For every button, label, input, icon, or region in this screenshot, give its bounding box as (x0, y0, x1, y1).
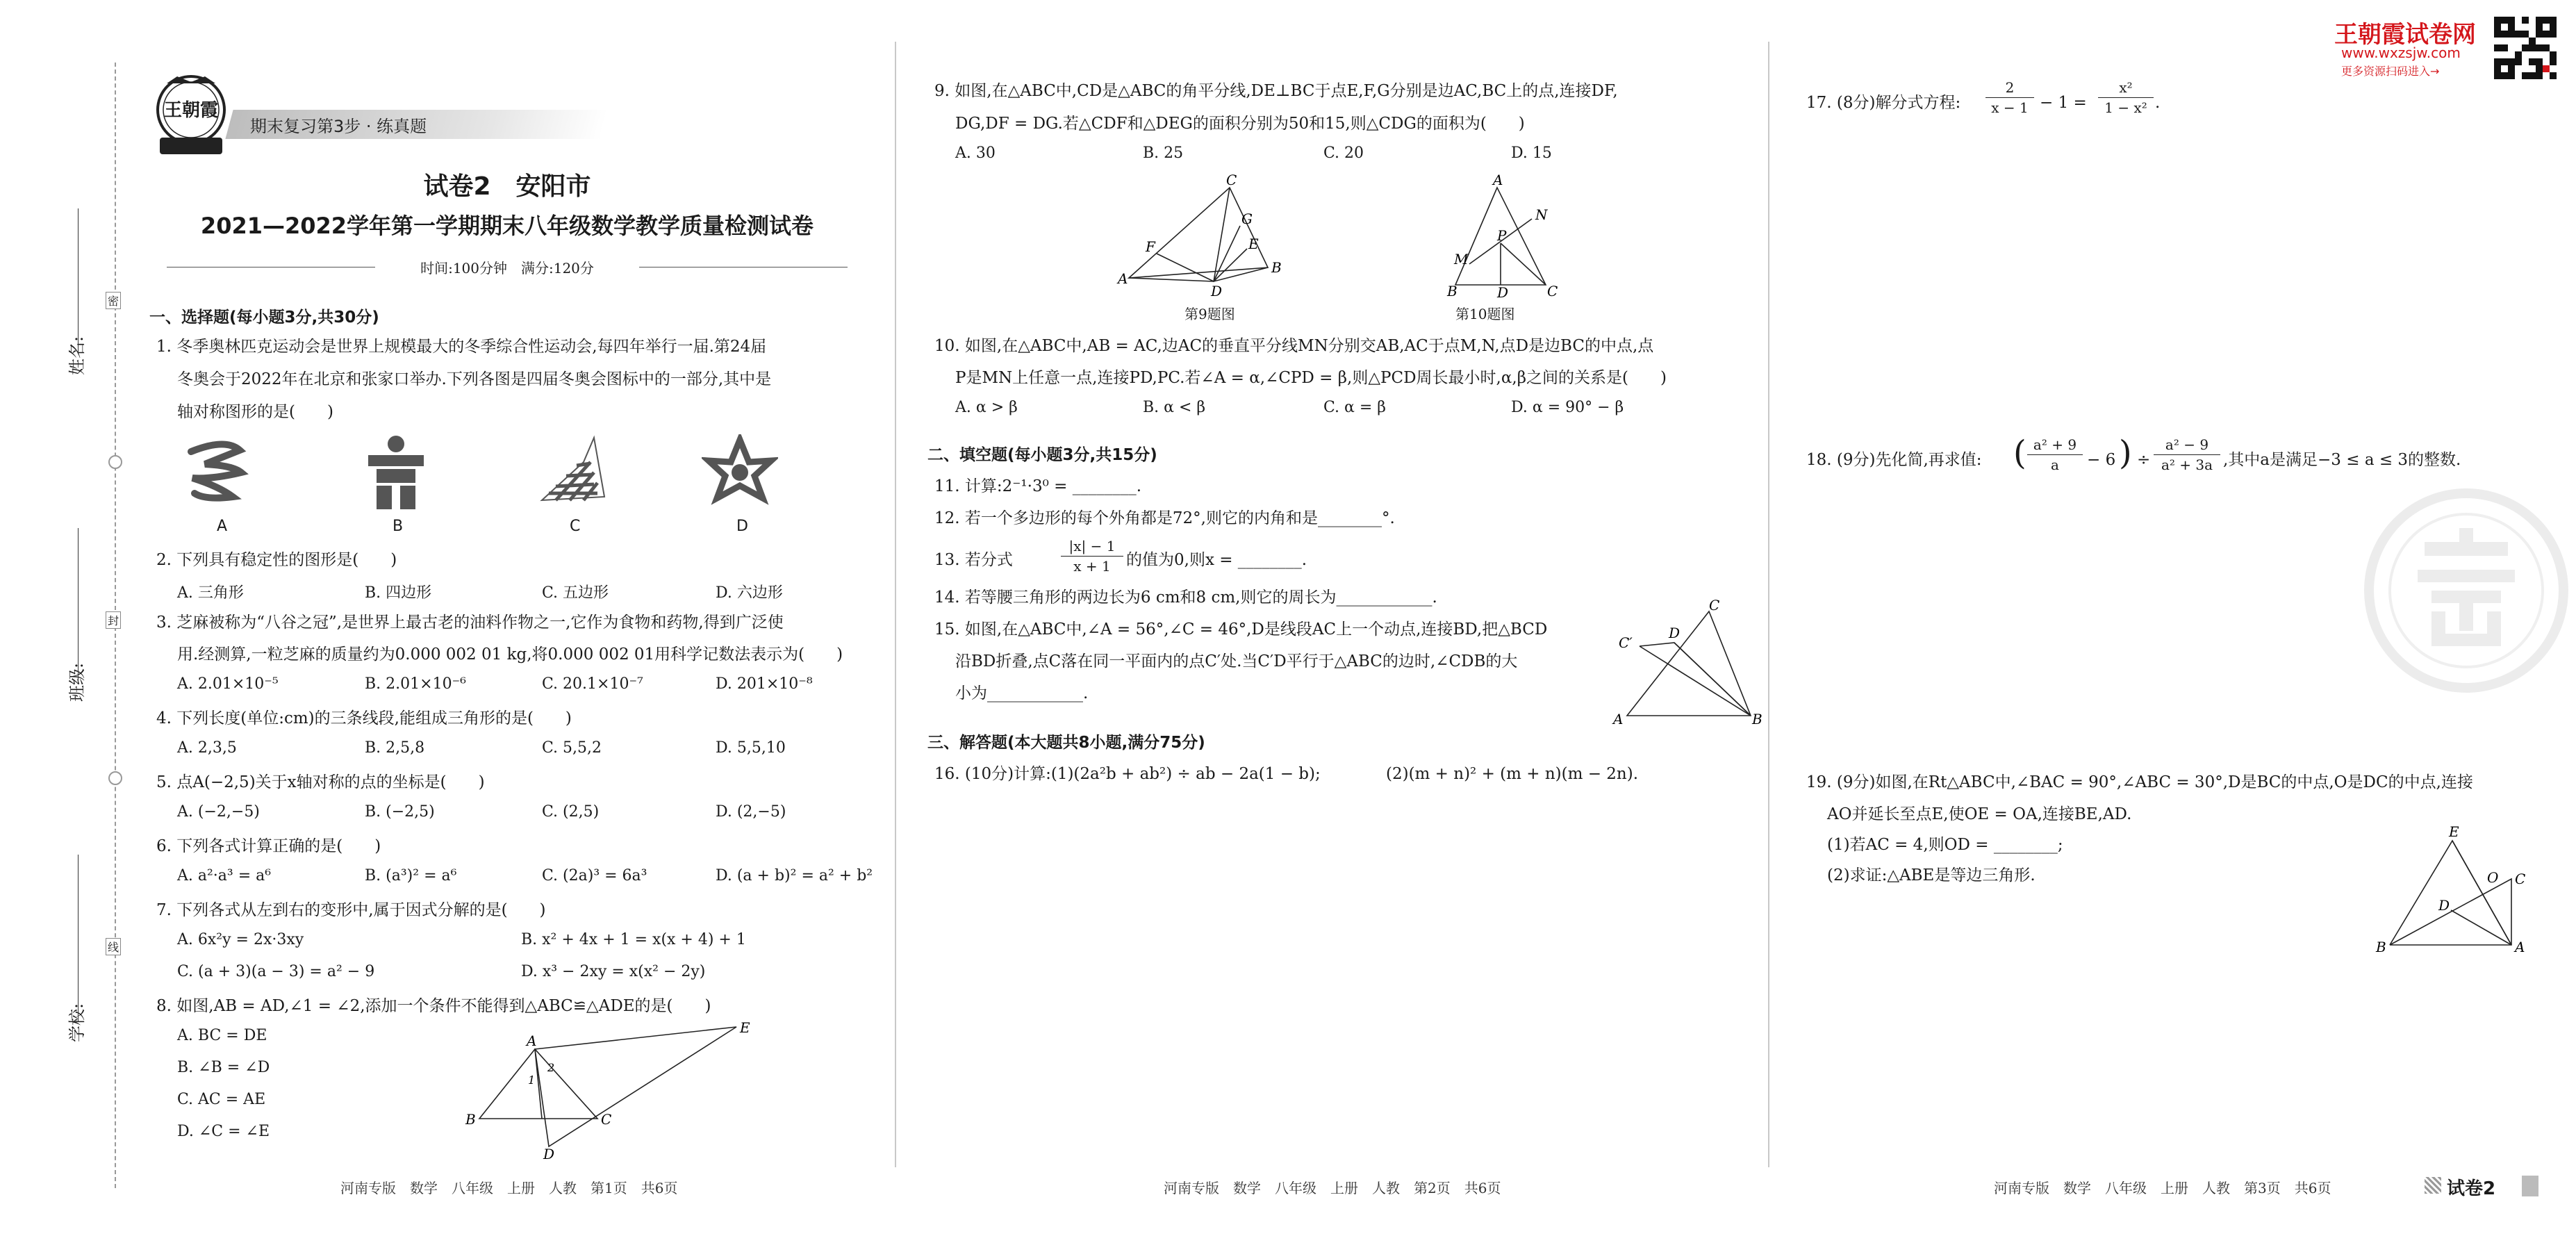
q1-option-b-emblem[interactable] (361, 434, 431, 511)
q18-suffix: ,其中a是满足−3 ≤ a ≤ 3的整数. (2223, 451, 2461, 469)
svg-text:D: D (543, 1146, 555, 1160)
q19-line: (1)若AC = 4,则OD = ________; (1827, 836, 2063, 854)
svg-text:2: 2 (547, 1061, 555, 1074)
q13-numerator: |x| − 1 (1061, 536, 1123, 557)
q1-line: 冬奥会于2022年在北京和张家口举办.下列各图是四届冬奥会图标中的一部分,其中是 (177, 370, 772, 388)
binding-hole-icon (108, 455, 122, 469)
q13-suffix: 的值为0,则x = ________. (1126, 551, 1307, 569)
q16-part1: 16. (10分)计算:(1)(2a²b + ab²) ÷ ab − 2a(1 − b); (934, 765, 1321, 783)
q18-paren-open: ( (2013, 434, 2026, 472)
q17-period: . (2155, 94, 2161, 112)
q18-minus: − 6 (2087, 451, 2116, 469)
q2-option-c[interactable]: C. 五边形 (542, 584, 609, 602)
q18-paren-close: ) (2119, 434, 2132, 472)
svg-text:E: E (2449, 823, 2459, 840)
q8-option-b[interactable]: B. ∠B = ∠D (177, 1059, 270, 1076)
q7-option-a[interactable]: A. 6x²y = 2x·3xy (177, 931, 304, 948)
q2-stem: 2. 下列具有稳定性的图形是( ) (156, 551, 397, 569)
q1-label-a: A (217, 518, 228, 535)
q3-option-c[interactable]: C. 20.1×10⁻⁷ (542, 675, 643, 693)
q18-a-numerator: a² + 9 (2027, 435, 2083, 455)
q15-line: 小为____________. (955, 684, 1089, 702)
q5-option-c[interactable]: C. (2,5) (542, 803, 600, 821)
svg-text:C: C (601, 1111, 612, 1128)
q18-prefix: 18. (9分)先化简,再求值: (1806, 451, 1982, 469)
binding-strip (0, 0, 122, 1243)
q14: 14. 若等腰三角形的两边长为6 cm和8 cm,则它的周长为____________. (934, 588, 1437, 607)
svg-text:D: D (1669, 625, 1681, 641)
q7-stem: 7. 下列各式从左到右的变形中,属于因式分解的是( ) (156, 901, 546, 919)
q2-option-d[interactable]: D. 六边形 (716, 584, 783, 602)
figure-19 (2369, 820, 2536, 959)
figure-9 (1115, 174, 1323, 299)
section-solve-heading: 三、解答题(本大题共8小题,满分75分) (927, 734, 1205, 752)
q8-option-d[interactable]: D. ∠C = ∠E (177, 1123, 270, 1140)
q10-option-a[interactable]: A. α > β (955, 399, 1018, 416)
q13-prefix: 13. 若分式 (934, 551, 1013, 569)
q18-b-denominator: a² + 3a (2161, 456, 2213, 473)
seal-mark-3: 线 (106, 938, 121, 955)
q2-option-b[interactable]: B. 四边形 (365, 584, 432, 602)
q19-line: AO并延长至点E,使OE = OA,连接BE,AD. (1827, 805, 2132, 823)
q1-option-a-emblem[interactable] (177, 438, 254, 507)
stage-banner-text: 期末复习第3步 · 练真题 (250, 117, 427, 136)
q1-label-b: B (393, 518, 404, 535)
q5-option-a[interactable]: A. (−2,−5) (177, 803, 260, 821)
q9-line: DG,DF = DG.若△CDF和△DEG的面积分别为50和15,则△CDG的面积为( ) (955, 115, 1525, 133)
test-tag-bar (2522, 1176, 2538, 1196)
emblem-swirl-icon (191, 444, 241, 497)
q19-line: (2)求证:△ABE是等边三角形. (1827, 866, 2036, 884)
q10-line: 10. 如图,在△ABC中,AB = AC,边AC的垂直平分线MN分别交AB,AC于点M,N,点D是边BC的中点,点 (934, 337, 1654, 355)
q18-divide: ÷ (2137, 451, 2151, 469)
q7-option-c[interactable]: C. (a + 3)(a − 3) = a² − 9 (177, 963, 375, 980)
svg-text:E: E (740, 1021, 750, 1036)
svg-text:D: D (1497, 284, 1509, 299)
q19-line: 19. (9分)如图,在Rt△ABC中,∠BAC = 90°,∠ABC = 30°,D是BC的中点,O是DC的中点,连接 (1806, 773, 2473, 791)
q5-option-b[interactable]: B. (−2,5) (365, 803, 435, 821)
svg-text:O: O (2487, 869, 2499, 886)
q9-option-d[interactable]: D. 15 (1511, 145, 1552, 162)
school-field-line[interactable] (78, 855, 79, 1021)
q8-option-c[interactable]: C. AC = AE (177, 1091, 266, 1108)
q17-prefix: 17. (8分)解分式方程: (1806, 94, 1961, 112)
svg-text:A: A (527, 1032, 537, 1049)
seal-mark-2: 封 (106, 611, 121, 629)
q6-option-a[interactable]: A. a²·a³ = a⁶ (177, 867, 272, 884)
svg-text:F: F (1146, 238, 1155, 255)
section-fill-heading: 二、填空题(每小题3分,共15分) (927, 446, 1157, 464)
q10-option-d[interactable]: D. α = 90° − β (1511, 399, 1624, 416)
svg-text:B: B (465, 1111, 476, 1128)
q13-denominator: x + 1 (1073, 558, 1111, 575)
q3-option-a[interactable]: A. 2.01×10⁻⁵ (177, 675, 279, 693)
q7-option-d[interactable]: D. x³ − 2xy = x(x² − 2y) (521, 963, 706, 980)
q9-option-a[interactable]: A. 30 (955, 145, 996, 162)
page-2 (927, 0, 1761, 1243)
q17-denominator-2: 1 − x² (2104, 99, 2147, 116)
column-divider (1768, 42, 1769, 1167)
q1-label-d: D (736, 518, 748, 535)
q9-option-b[interactable]: B. 25 (1143, 145, 1184, 162)
q18-fraction-b (2154, 435, 2220, 475)
svg-text:B: B (1752, 711, 1762, 727)
test-tag: 试卷2 (2447, 1178, 2496, 1199)
corner-pattern-icon (2425, 1177, 2441, 1194)
q10-line: P是MN上任意一点,连接PD,PC.若∠A = α,∠CPD = β,则△PCD周长最小时,α,β之间的关系是( ) (955, 369, 1667, 387)
q10-option-c[interactable]: C. α = β (1323, 399, 1387, 416)
secret-seal-watermark (2362, 486, 2570, 695)
svg-text:B: B (1271, 259, 1282, 276)
q6-option-d[interactable]: D. (a + b)² = a² + b² (716, 867, 873, 884)
section-choice-heading: 一、选择题(每小题3分,共30分) (149, 308, 379, 327)
q11: 11. 计算:2⁻¹·3⁰ = ________. (934, 477, 1142, 495)
q17-fraction-2 (2098, 78, 2154, 117)
svg-text:C: C (1226, 174, 1237, 188)
q17-numerator-1: 2 (1985, 78, 2034, 98)
q4-option-b[interactable]: B. 2,5,8 (365, 739, 425, 757)
q6-option-c[interactable]: C. (2a)³ = 6a³ (542, 867, 647, 884)
q17-denominator-1: x − 1 (1991, 99, 2029, 116)
q6-stem: 6. 下列各式计算正确的是( ) (156, 837, 381, 855)
q7-option-b[interactable]: B. x² + 4x + 1 = x(x + 4) + 1 (521, 931, 746, 948)
svg-text:C′: C′ (1619, 634, 1633, 651)
column-divider (895, 42, 896, 1167)
q4-option-c[interactable]: C. 5,5,2 (542, 739, 602, 757)
q18-fraction-a (2027, 435, 2083, 475)
school-field-label: 学校: (67, 1003, 87, 1042)
q5-stem: 5. 点A(−2,5)关于x轴对称的点的坐标是( ) (156, 773, 485, 791)
qr-code-icon[interactable] (2494, 17, 2557, 79)
q4-option-d[interactable]: D. 5,5,10 (716, 739, 786, 757)
svg-text:A: A (1118, 270, 1128, 287)
svg-text:D: D (1211, 283, 1223, 299)
name-field-label: 姓名: (67, 336, 87, 375)
q3-line: 用.经测算,一粒芝麻的质量约为0.000 002 01 kg,将0.000 002 01用科学记数法表示为( ) (177, 645, 843, 664)
q17-numerator-2: x² (2098, 78, 2154, 98)
svg-text:D: D (2438, 897, 2450, 914)
page-2-footer: 河南专版 数学 八年级 上册 人教 第2页 共6页 (1164, 1180, 1501, 1196)
page-1 (125, 0, 889, 1243)
q2-option-a[interactable]: A. 三角形 (177, 584, 244, 602)
q1-label-c: C (570, 518, 581, 535)
q4-option-a[interactable]: A. 2,3,5 (177, 739, 237, 757)
q17-middle: − 1 = (2040, 94, 2087, 112)
q5-option-d[interactable]: D. (2,−5) (716, 803, 786, 821)
q12: 12. 若一个多边形的每个外角都是72°,则它的内角和是________°. (934, 509, 1395, 527)
class-field-line[interactable] (78, 528, 79, 681)
svg-text:E: E (1248, 236, 1259, 252)
q3-option-d[interactable]: D. 201×10⁻⁸ (716, 675, 813, 693)
q8-stem: 8. 如图,AB = AD,∠1 = ∠2,添加一个条件不能得到△ABC≌△ADE的是( ) (156, 997, 711, 1015)
svg-text:N: N (1535, 206, 1548, 223)
svg-text:B: B (1447, 283, 1458, 299)
svg-text:G: G (1241, 211, 1253, 227)
svg-text:A: A (1613, 711, 1624, 727)
page-3-footer: 河南专版 数学 八年级 上册 人教 第3页 共6页 (1994, 1180, 2331, 1196)
q8-figure (459, 1021, 778, 1160)
q1-option-d-emblem[interactable] (702, 434, 778, 511)
seal-mark-1: 密 (106, 292, 121, 309)
svg-text:B: B (2376, 939, 2386, 955)
page-3 (1799, 0, 2576, 1243)
q13-fraction (1061, 536, 1123, 576)
q3-option-b[interactable]: B. 2.01×10⁻⁶ (365, 675, 466, 693)
svg-text:A: A (1493, 174, 1503, 188)
q15-line: 15. 如图,在△ABC中,∠A = 56°,∠C = 46°,D是线段AC上一个动点,连接BD,把△BCD (934, 620, 1548, 639)
figure-9-caption: 第9题图 (1184, 306, 1235, 322)
svg-text:1: 1 (528, 1073, 536, 1087)
figure-10-caption: 第10题图 (1455, 306, 1515, 322)
binding-hole-icon (108, 771, 122, 785)
brand-logo (153, 69, 229, 167)
q3-line: 3. 芝麻被称为“八谷之冠”,是世界上最古老的油料作物之一,它作为食物和药物,得到广泛使 (156, 614, 784, 632)
page-title: 2021—2022学年第一学期期末八年级数学教学质量检测试卷 (200, 213, 814, 239)
watermark-url: www.wxzsjw.com (2341, 44, 2461, 61)
time-info: 时间:100分钟 满分:120分 (420, 260, 594, 277)
svg-text:P: P (1497, 227, 1507, 244)
watermark-brand: 王朝霞试卷网 (2334, 21, 2476, 49)
svg-text:C: C (1709, 598, 1720, 614)
figure-10 (1428, 174, 1567, 299)
q18-a-denominator: a (2051, 456, 2059, 473)
svg-text:C: C (1547, 283, 1558, 299)
svg-text:M: M (1454, 251, 1469, 267)
q1-line: 轴对称图形的是( ) (177, 403, 333, 421)
q1-option-c-emblem[interactable] (528, 434, 611, 511)
svg-text:A: A (2515, 939, 2525, 955)
q4-stem: 4. 下列长度(单位:cm)的三条线段,能组成三角形的是( ) (156, 709, 572, 727)
svg-text:C: C (2515, 871, 2526, 887)
q18-b-numerator: a² − 9 (2154, 435, 2220, 455)
figure-15 (1612, 598, 1765, 730)
name-field-line[interactable] (78, 208, 79, 354)
q15-line: 沿BD折叠,点C落在同一平面内的点C′处.当C′D平行于△ABC的边时,∠CDB的大 (955, 652, 1518, 670)
q1-line: 1. 冬季奥林匹克运动会是世界上规模最大的冬季综合性运动会,每四年举行一届.第24届 (156, 338, 767, 356)
watermark-more: 更多资源扫码进入→ (2341, 65, 2440, 78)
q9-line: 9. 如图,在△ABC中,CD是△ABC的角平分线,DE⊥BC于点E,F,G分别是边AC,BC上的点,连接DF, (934, 82, 1618, 100)
brand-name: 王朝霞 (163, 100, 218, 121)
q8-option-a[interactable]: A. BC = DE (177, 1027, 267, 1044)
q17-fraction-1 (1985, 78, 2034, 117)
class-field-label: 班级: (67, 662, 87, 702)
q9-option-c[interactable]: C. 20 (1323, 145, 1364, 162)
page-1-footer: 河南专版 数学 八年级 上册 人教 第1页 共6页 (340, 1180, 678, 1196)
q6-option-b[interactable]: B. (a³)² = a⁶ (365, 867, 457, 884)
test-number: 试卷2 安阳市 (423, 172, 591, 201)
q10-option-b[interactable]: B. α < β (1143, 399, 1206, 416)
q16-part2: (2)(m + n)² + (m + n)(m − 2n). (1386, 765, 1639, 783)
